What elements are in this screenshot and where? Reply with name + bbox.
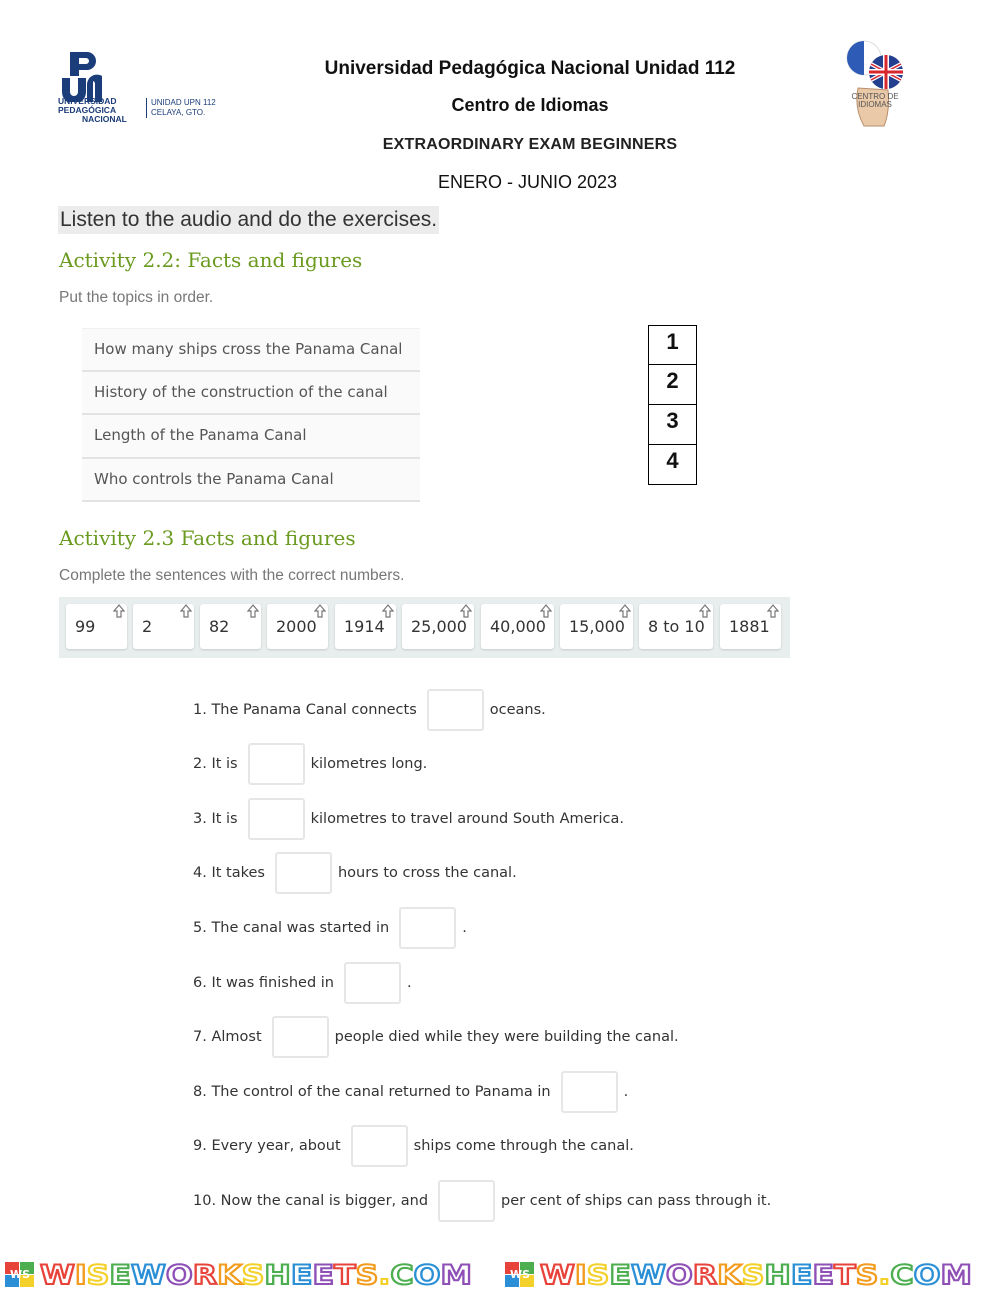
watermark-text: W IS E W O R K S H E E T S .C O M bbox=[540, 1260, 968, 1291]
topic-item[interactable]: Length of the Panama Canal bbox=[82, 415, 420, 459]
chip-label: 15,000 bbox=[569, 617, 625, 636]
university-title: Universidad Pedagógica Nacional Unidad 112 bbox=[324, 58, 736, 79]
order-number-boxes bbox=[648, 325, 697, 485]
number-chip[interactable] bbox=[200, 604, 261, 649]
topic-item[interactable]: Who controls the Panama Canal bbox=[82, 459, 420, 503]
sentence-10 bbox=[193, 1180, 771, 1222]
sentence-text: 10. Now the canal is bigger, and bbox=[193, 1193, 429, 1209]
upn-logo-mark bbox=[60, 50, 102, 102]
drag-pointer-icon bbox=[699, 604, 711, 618]
answer-dropzone[interactable] bbox=[272, 1016, 329, 1058]
sentence-7 bbox=[193, 1016, 679, 1058]
drag-pointer-icon bbox=[314, 604, 326, 618]
chip-label: 1914 bbox=[344, 617, 385, 636]
sentence-3 bbox=[193, 798, 624, 840]
topic-item[interactable]: History of the construction of the canal bbox=[82, 372, 420, 416]
answer-dropzone[interactable] bbox=[248, 743, 305, 785]
sentence-text: 2. It is bbox=[193, 756, 238, 772]
sentence-5 bbox=[193, 907, 467, 949]
sentence-2 bbox=[193, 743, 427, 785]
logo-line: PEDAGÓGICA bbox=[58, 105, 117, 115]
center-title: Centro de Idiomas bbox=[451, 95, 609, 115]
watermark-strip bbox=[0, 1256, 1000, 1291]
answer-dropzone[interactable] bbox=[351, 1125, 408, 1167]
number-chip[interactable] bbox=[335, 604, 396, 649]
drag-pointer-icon bbox=[460, 604, 472, 618]
number-chip[interactable] bbox=[402, 604, 474, 649]
drag-pointer-icon bbox=[540, 604, 552, 618]
sentence-text: 4. It takes bbox=[193, 865, 265, 881]
chip-label: 82 bbox=[209, 617, 230, 636]
number-chip[interactable] bbox=[720, 604, 781, 649]
ws-badge-text: WS bbox=[509, 1268, 531, 1281]
sentence-text: . bbox=[406, 975, 412, 991]
logo-unit-line: CELAYA, GTO. bbox=[151, 108, 206, 117]
ws-badge-icon bbox=[5, 1262, 34, 1287]
sentence-text: per cent of ships can pass through it. bbox=[501, 1193, 772, 1209]
topic-list bbox=[82, 328, 420, 502]
chip-label: 2 bbox=[142, 617, 153, 636]
sentence-6 bbox=[193, 962, 412, 1004]
answer-dropzone[interactable] bbox=[275, 852, 332, 894]
sentence-text: hours to cross the canal. bbox=[337, 865, 517, 881]
order-number: 1 bbox=[648, 325, 697, 365]
answer-dropzone[interactable] bbox=[399, 907, 456, 949]
activity-2-3-title: Activity 2.3 Facts and figures bbox=[59, 526, 356, 550]
logo-line: UNIVERSIDAD bbox=[58, 96, 117, 106]
chip-label: 99 bbox=[75, 617, 96, 636]
activity-2-2-subtitle: Put the topics in order. bbox=[59, 289, 214, 306]
drag-pointer-icon bbox=[180, 604, 192, 618]
drag-pointer-icon bbox=[767, 604, 779, 618]
topic-item[interactable]: How many ships cross the Panama Canal bbox=[82, 328, 420, 372]
sentence-text: oceans. bbox=[489, 702, 546, 718]
drag-pointer-icon bbox=[619, 604, 631, 618]
ci-logo-text: CENTRO DE IDIOMAS bbox=[851, 92, 899, 109]
ws-badge-text: WS bbox=[9, 1268, 31, 1281]
chip-label: 1881 bbox=[729, 617, 770, 636]
sentence-9 bbox=[193, 1125, 634, 1167]
number-bank bbox=[59, 597, 790, 658]
order-number: 4 bbox=[648, 445, 697, 485]
drag-pointer-icon bbox=[247, 604, 259, 618]
answer-dropzone[interactable] bbox=[438, 1180, 495, 1222]
chip-label: 8 to 10 bbox=[648, 617, 705, 636]
number-chip[interactable] bbox=[481, 604, 554, 649]
answer-dropzone[interactable] bbox=[561, 1071, 618, 1113]
sentence-text: people died while they were building the canal. bbox=[334, 1029, 679, 1045]
sentence-8 bbox=[193, 1071, 628, 1113]
chip-label: 25,000 bbox=[411, 617, 467, 636]
drag-pointer-icon bbox=[113, 604, 125, 618]
sentence-text: . bbox=[462, 920, 467, 936]
activity-2-2-title: Activity 2.2: Facts and figures bbox=[59, 248, 363, 272]
activity-2-3-subtitle: Complete the sentences with the correct numbers. bbox=[59, 567, 405, 584]
ws-badge-icon bbox=[505, 1262, 534, 1287]
sentence-text: ships come through the canal. bbox=[413, 1138, 634, 1154]
watermark-text: W IS E W O R K S H E E T S .C O M bbox=[40, 1260, 468, 1291]
sentence-text: 8. The control of the canal returned to Panama in bbox=[193, 1084, 551, 1100]
wiseworksheets-watermark bbox=[0, 1256, 1000, 1291]
centro-idiomas-logo bbox=[838, 38, 912, 130]
sentence-text: . bbox=[623, 1084, 629, 1100]
exam-period: ENERO - JUNIO 2023 bbox=[437, 172, 618, 192]
sentence-text: 7. Almost bbox=[193, 1029, 262, 1045]
answer-dropzone[interactable] bbox=[427, 689, 484, 731]
chip-label: 40,000 bbox=[490, 617, 546, 636]
instruction: Listen to the audio and do the exercises. bbox=[58, 206, 439, 234]
answer-dropzone[interactable] bbox=[248, 798, 305, 840]
flags-hand-icon bbox=[838, 38, 912, 130]
number-chip[interactable] bbox=[66, 604, 127, 649]
order-number: 2 bbox=[648, 365, 697, 405]
sentence-1 bbox=[193, 689, 546, 731]
sentence-text: 3. It is bbox=[193, 811, 238, 827]
sentence-4 bbox=[193, 852, 517, 894]
sentence-text: 9. Every year, about bbox=[193, 1138, 341, 1154]
number-chip[interactable] bbox=[639, 604, 713, 649]
upn-logo-name bbox=[58, 97, 127, 124]
logo-unit-line: UNIDAD UPN 112 bbox=[151, 98, 216, 107]
sentence-text: kilometres long. bbox=[310, 756, 428, 772]
logo-line: NACIONAL bbox=[82, 114, 127, 124]
sentence-text: kilometres to travel around South America. bbox=[310, 811, 624, 827]
exam-title: EXTRAORDINARY EXAM BEGINNERS bbox=[382, 136, 678, 153]
number-chip[interactable] bbox=[267, 604, 328, 649]
sentence-text: 6. It was finished in bbox=[193, 975, 334, 991]
answer-dropzone[interactable] bbox=[344, 962, 401, 1004]
number-chip[interactable] bbox=[560, 604, 633, 649]
number-chip[interactable] bbox=[133, 604, 194, 649]
drag-pointer-icon bbox=[382, 604, 394, 618]
order-number: 3 bbox=[648, 405, 697, 445]
sentence-text: 1. The Panama Canal connects bbox=[193, 702, 417, 718]
chip-label: 2000 bbox=[276, 617, 317, 636]
sentence-text: 5. The canal was started in bbox=[193, 920, 390, 936]
